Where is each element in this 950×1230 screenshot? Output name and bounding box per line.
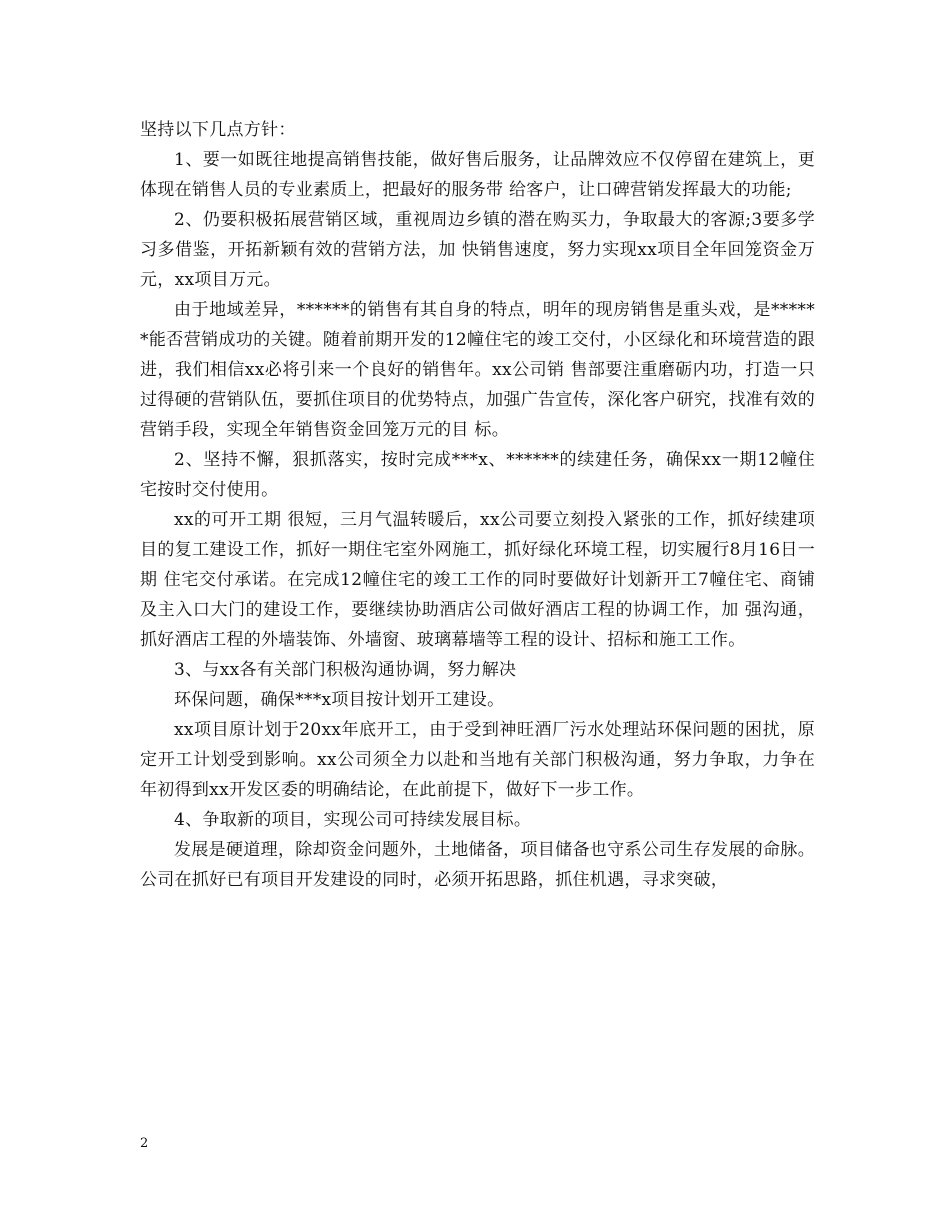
paragraph: xx项目原计划于20xx年底开工，由于受到神旺酒厂污水处理站环保问题的困扰，原定开工计划受到影响。xx公司须全力以赴和当地有关部门积极沟通，努力争取，力争在年初得到xx开发区委的明确结论，在此前提下，做好下一步工作。 [140,720,815,800]
document-body [140,115,815,895]
paragraph: 4、争取新的项目，实现公司可持续发展目标。 [174,810,532,830]
paragraph: 2、仍要积极拓展营销区域，重视周边乡镇的潜在购买力，争取最大的客源;3要多学习多借鉴，开拓新颖有效的营销方法，加 快销售速度，努力实现xx项目全年回笼资金万元，xx项目万元。 [140,210,815,290]
paragraph: 发展是硬道理，除却资金问题外，土地储备，项目储备也守系公司生存发展的命脉。公司在抓好已有项目开发建设的同时，必须开拓思路，抓住机遇，寻求突破， [140,840,815,890]
paragraph: 坚持以下几点方针： [140,120,296,140]
page-number: 2 [140,1136,149,1151]
paragraph: 由于地域差异，******的销售有其自身的特点，明年的现房销售是重头戏，是******能否营销成功的关键。随着前期开发的12幢住宅的竣工交付，小区绿化和环境营造的跟进，我们相信xx必将引来一个良好的销售年。xx公司销 售部要注重磨砺内功，打造一只过得硬的营销队伍，要抓住项目的优势特点，加强广告宣传，深化客户研究，找准有效的营销手段，实现全年销售资金回笼万元的目 标。 [140,300,815,440]
paragraph: 3、与xx各有关部门积极沟通协调，努力解决 [174,660,517,680]
paragraph: xx的可开工期 很短，三月气温转暖后，xx公司要立刻投入紧张的工作，抓好续建项目的复工建设工作，抓好一期住宅室外网施工，抓好绿化环境工程，切实履行8月16日一期 住宅交付承诺。在完成12幢住宅的竣工工作的同时要做好计划新开工7幢住宅、商铺及主入口大门的建设工作，要继续协助酒店公司做好酒店工程的协调工作，加 强沟通，抓好酒店工程的外墙装饰、外墙窗、玻璃幕墙等工程的设计、招标和施工工作。 [140,510,815,650]
paragraph: 2、坚持不懈，狠抓落实，按时完成***x、******的续建任务，确保xx一期12幢住宅按时交付使用。 [140,450,815,500]
paragraph: 环保问题，确保***x项目按计划开工建设。 [174,690,505,710]
paragraph: 1、要一如既往地提高销售技能，做好售后服务，让品牌效应不仅停留在建筑上，更体现在销售人员的专业素质上，把最好的服务带 给客户，让口碑营销发挥最大的功能; [140,150,815,200]
